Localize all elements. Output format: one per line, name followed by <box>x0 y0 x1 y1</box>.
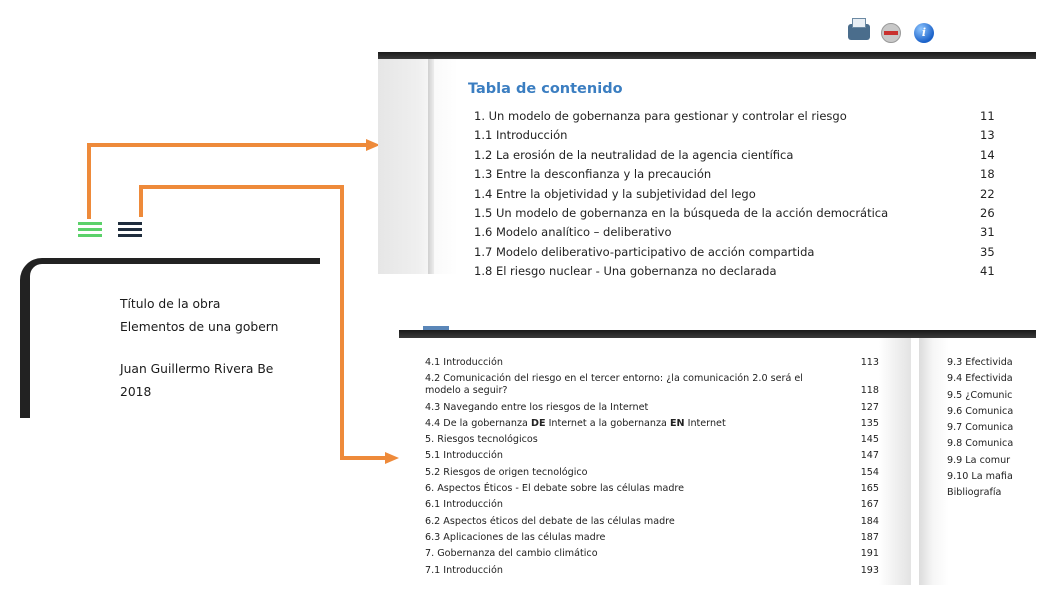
page-gutter <box>428 59 434 274</box>
toc-entry[interactable] <box>425 565 885 581</box>
book-page <box>30 264 330 424</box>
toc-entry[interactable] <box>474 109 1014 128</box>
toc-entry[interactable] <box>425 418 885 434</box>
book-cover-panel <box>0 240 279 399</box>
toc-entry-title: 5.1 Introducción <box>425 450 503 462</box>
cover-label-title: Título de la obra <box>120 297 221 311</box>
toc-entry-title: 1.1 Introducción <box>474 128 568 143</box>
toc-entry-title: 1.6 Modelo analítico – deliberativo <box>474 225 672 240</box>
reader-view-toc-spread <box>399 326 1036 585</box>
toc-entry[interactable] <box>425 357 885 373</box>
toc-entry-truncated[interactable]: 9.6 Comunica <box>947 405 1014 417</box>
toc-entry[interactable] <box>425 483 885 499</box>
toc-entry-title: 6.3 Aplicaciones de las células madre <box>425 531 606 543</box>
toc-entry-page: 22 <box>980 186 995 201</box>
toc-entry-title: 7. Gobernanza del cambio climático <box>425 548 598 560</box>
toc-entry-page: 41 <box>980 264 995 279</box>
toc-entry[interactable] <box>474 245 1014 264</box>
toc-entry-page: 113 <box>860 357 879 368</box>
toc-entry-page: 193 <box>860 564 879 576</box>
toc-entry-page: 187 <box>860 531 879 543</box>
toc-entry-page: 11 <box>980 109 995 123</box>
connector-dark-vertical-2 <box>340 185 344 460</box>
toc-entry-title: 1.3 Entre la desconfianza y la precaución <box>474 167 712 182</box>
toc-title: Tabla de contenido <box>468 81 623 97</box>
toc-entry-page: 165 <box>860 483 879 495</box>
toc-entry-title <box>425 418 835 430</box>
toc-entry[interactable] <box>425 373 885 401</box>
toc-entry-title: 4.3 Navegando entre los riesgos de la Internet <box>425 401 649 413</box>
print-icon[interactable] <box>848 24 870 40</box>
toc-entry-title: 5.2 Riesgos de origen tecnológico <box>425 466 588 478</box>
toc-entry-truncated[interactable]: 9.9 La comur <box>947 454 1011 466</box>
toc-entry[interactable] <box>425 402 885 418</box>
toc-entry[interactable] <box>425 548 885 564</box>
toc-page <box>378 59 1036 279</box>
cover-work-title: Elementos de una gobern <box>120 320 279 334</box>
toc-entry-page: 145 <box>860 434 879 446</box>
connector-dark-horizontal-2 <box>340 456 386 460</box>
toc-entry[interactable] <box>425 450 885 466</box>
toc-entry-page: 118 <box>860 385 879 397</box>
toc-entry-title-part: 4.4 De la gobernanza <box>425 417 531 429</box>
connector-dark-horizontal-1 <box>139 185 344 189</box>
connector-dark-arrowhead <box>385 452 399 464</box>
toc-entry[interactable] <box>425 532 885 548</box>
toc-entry-truncated[interactable]: 9.10 La mafia <box>947 471 1013 483</box>
toc-entry-page: 127 <box>860 401 879 413</box>
reader-top-bar <box>399 330 1036 338</box>
toc-entry-title: 1.2 La erosión de la neutralidad de la agencia científica <box>474 147 794 162</box>
toc-entry[interactable] <box>425 499 885 515</box>
toc-entry-page: 35 <box>980 244 995 259</box>
toc-list <box>474 109 1014 284</box>
cover-author: Juan Guillermo Rivera Be <box>120 362 274 376</box>
toc-entry-truncated[interactable]: 9.8 Comunica <box>947 438 1014 450</box>
toc-entry-page: 191 <box>860 548 879 560</box>
toc-entry[interactable] <box>425 434 885 450</box>
toc-entry[interactable] <box>474 187 1014 206</box>
info-icon[interactable]: i <box>914 23 934 43</box>
toc-entry-title: 4.1 Introducción <box>425 357 503 368</box>
toc-entry-truncated[interactable]: 9.4 Efectivida <box>947 373 1013 385</box>
reader-view-toc <box>378 0 1036 279</box>
toc-entry[interactable] <box>474 206 1014 225</box>
toc-entry[interactable] <box>474 225 1014 244</box>
toc-entry[interactable] <box>425 516 885 532</box>
toc-entry-title-part: Internet a la gobernanza <box>545 417 670 429</box>
toc-entry-page: 26 <box>980 205 995 220</box>
toc-entry-title-part: Internet <box>684 417 726 429</box>
reader-toolbar <box>378 0 1036 52</box>
toc-entry-title: 6.2 Aspectos éticos del debate de las células madre <box>425 515 675 527</box>
toc-entry-title: 1.4 Entre la objetividad y la subjetividad del lego <box>474 186 756 201</box>
toc-entry-title: 1.8 El riesgo nuclear - Una gobernanza no declarada <box>474 264 777 279</box>
toc-entry-title: 5. Riesgos tecnológicos <box>425 434 538 446</box>
reader-top-bar <box>378 52 1036 59</box>
toc-entry-truncated[interactable]: Bibliografía <box>947 487 1002 499</box>
toc-entry-title: 6. Aspectos Éticos - El debate sobre las células madre <box>425 483 685 495</box>
connector-dark-vertical-1 <box>139 185 143 217</box>
toc-entry-page: 184 <box>860 515 879 527</box>
toc-entry-page: 18 <box>980 167 995 182</box>
menu-hamburger-icon-active[interactable] <box>78 222 102 238</box>
menu-hamburger-icon[interactable] <box>118 222 142 238</box>
toc-entry-truncated[interactable]: 9.3 Efectivida <box>947 357 1013 368</box>
toc-entry[interactable] <box>425 467 885 483</box>
toc-list-right <box>947 357 1047 504</box>
toc-entry-page: 154 <box>860 466 879 478</box>
toc-entry-truncated[interactable]: 9.5 ¿Comunic <box>947 389 1013 401</box>
toc-entry-truncated[interactable]: 9.7 Comunica <box>947 422 1014 434</box>
card-icon[interactable] <box>881 23 901 43</box>
toc-entry-page: 13 <box>980 128 995 143</box>
toc-entry[interactable] <box>474 128 1014 147</box>
toc-entry-page: 31 <box>980 225 995 240</box>
toc-entry-title: 1.7 Modelo deliberativo-participativo de acción compartida <box>474 244 815 259</box>
toc-entry-page: 147 <box>860 450 879 462</box>
toc-entry[interactable] <box>474 167 1014 186</box>
toc-entry[interactable] <box>474 264 1014 283</box>
toc-entry-title: 6.1 Introducción <box>425 499 503 511</box>
toc-entry-title-part: DE <box>530 417 546 429</box>
toc-entry[interactable] <box>474 148 1014 167</box>
toc-entry-page: 167 <box>860 499 879 511</box>
connector-green-vertical <box>87 143 91 219</box>
connector-green-horizontal <box>87 143 367 147</box>
toc-entry-page: 135 <box>860 417 879 429</box>
toc-entry-title: 7.1 Introducción <box>425 564 503 576</box>
cover-year: 2018 <box>120 385 152 399</box>
toc-entry-title-part: EN <box>669 417 685 429</box>
toc-entry-title: 1.5 Un modelo de gobernanza en la búsqueda de la acción democrática <box>474 205 889 220</box>
toc-entry-title: 1. Un modelo de gobernanza para gestionar y controlar el riesgo <box>474 109 847 123</box>
toc-list-left <box>425 357 885 581</box>
toc-entry-title: 4.2 Comunicación del riesgo en el tercer entorno: ¿la comunicación 2.0 será el modelo a seguir? <box>425 373 803 397</box>
toc-entry-page: 14 <box>980 147 995 162</box>
